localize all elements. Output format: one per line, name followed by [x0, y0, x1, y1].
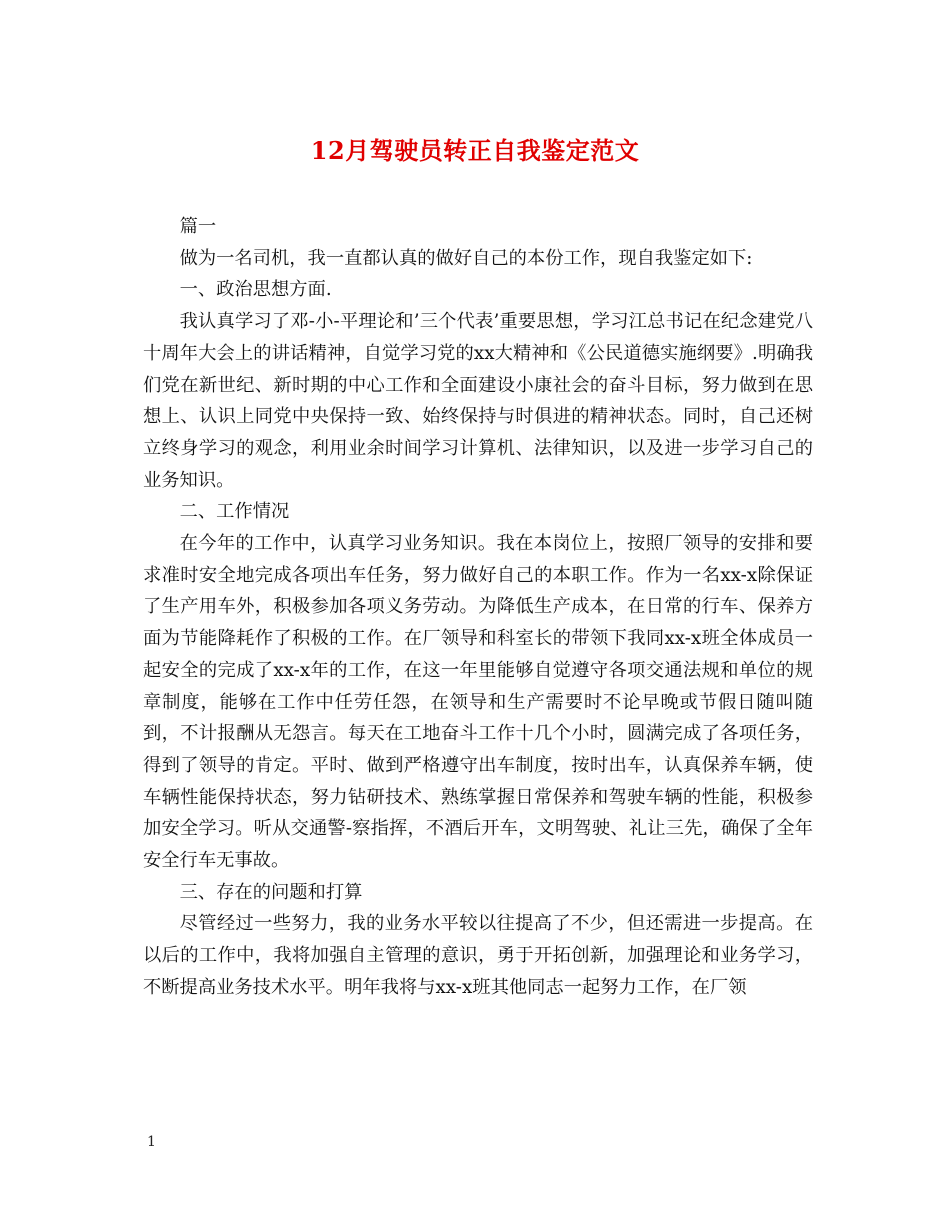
- paragraph-work-status: 在今年的工作中，认真学习业务知识。我在本岗位上，按照厂领导的安排和要求准时安全地完成各项出车任务，努力做好自己的本职工作。作为一名xx-x除保证了生产用车外，积极参加各项义务劳动。为降低生产成本，在日常的行车、保养方面为节能降耗作了积极的工作。在厂领导和科室长的带领下我同xx-x班全体成员一起安全的完成了xx-x年的工作，在这一年里能够自觉遵守各项交通法规和单位的规章制度，能够在工作中任劳任怨，在领导和生产需要时不论早晚或节假日随叫随到，不计报酬从无怨言。每天在工地奋斗工作十几个小时，圆满完成了各项任务，得到了领导的肯定。平时、做到严格遵守出车制度，按时出车，认真保养车辆，使车辆性能保持状态，努力钻研技术、熟练掌握日常保养和驾驶车辆的性能，积极参加安全学习。听从交通警-察指挥，不酒后开车，文明驾驶、礼让三先，确保了全年安全行车无事故。: [143, 533, 813, 872]
- intro-paragraph: 做为一名司机，我一直都认真的做好自己的本份工作，现自我鉴定如下:: [179, 247, 753, 269]
- document-body: [143, 211, 813, 1004]
- paragraph-political-thought: 我认真学习了邓-小-平理论和’三个代表’重要思想，学习江总书记在纪念建党八十周年大会上的讲话精神，自觉学习党的xx大精神和《公民道德实施纲要》.明确我们党在新世纪、新时期的中心工作和全面建设小康社会的奋斗目标，努力做到在思想上、认识上同党中央保持一致、始终保持与时俱进的精神状态。同时，自己还树立终身学习的观念，利用业余时间学习计算机、法律知识，以及进一步学习自己的业务知识。: [143, 311, 813, 491]
- document-title: 12月驾驶员转正自我鉴定范文: [310, 136, 640, 165]
- page-number: 1: [147, 1134, 156, 1150]
- heading-problems-and-plans: 三、存在的问题和打算: [179, 881, 363, 903]
- paragraph-problems-and-plans: 尽管经过一些努力，我的业务水平较以往提高了不少，但还需进一步提高。在以后的工作中，我将加强自主管理的意识，勇于开拓创新，加强理论和业务学习，不断提高业务技术水平。明年我将与xx-x班其他同志一起努力工作，在厂领: [143, 913, 813, 998]
- heading-work-status: 二、工作情况: [179, 501, 290, 523]
- section-label-part-one: 篇一: [179, 216, 217, 237]
- heading-political-thought: 一、政治思想方面.: [179, 279, 332, 301]
